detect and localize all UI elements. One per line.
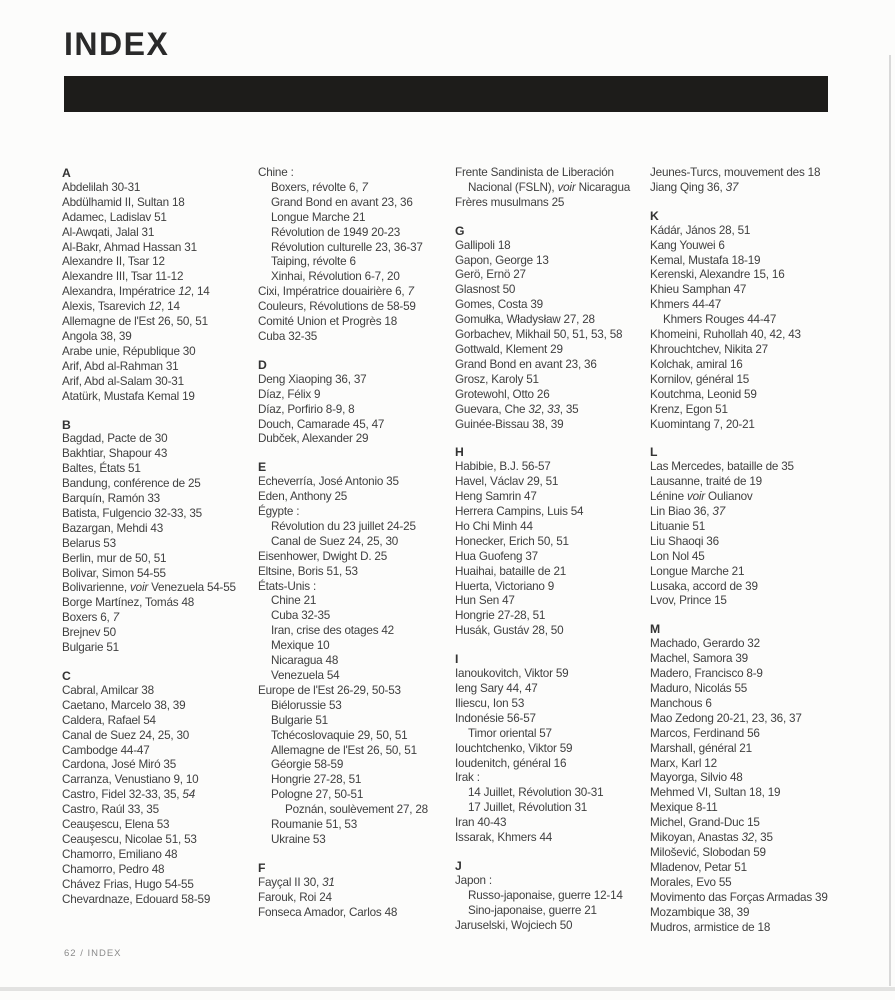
index-entry: Couleurs, Révolutions de 58-59	[258, 300, 416, 314]
index-entry: 17 Juillet, Révolution 31	[468, 801, 588, 815]
index-entry: Angola 38, 39	[62, 329, 132, 343]
index-entry: Caldera, Rafael 54	[62, 713, 156, 727]
index-entry: Gomułka, Władysław 27, 28	[455, 313, 595, 327]
index-entry: Grosz, Karoly 51	[455, 372, 539, 386]
index-group	[650, 166, 875, 196]
index-entry: Michel, Grand-Duc 15	[650, 816, 760, 830]
index-entry: Bulgarie 51	[62, 641, 119, 655]
index-entry: Díaz, Félix 9	[258, 387, 321, 401]
index-entry: Biélorussie 53	[271, 698, 342, 712]
index-entry: Issarak, Khmers 44	[455, 831, 553, 845]
index-entry: Égypte :	[258, 505, 300, 519]
index-entry: Grand Bond en avant 23, 36	[455, 357, 597, 371]
index-entry: Gorbachev, Mikhail 50, 51, 53, 58	[455, 328, 623, 342]
index-entry: Madero, Francisco 8-9	[650, 667, 763, 681]
index-group	[258, 358, 455, 447]
index-entry: Honecker, Erich 50, 51	[455, 534, 569, 548]
index-entry: Fayçal II 30, 31	[258, 875, 335, 889]
index-entry: Japon :	[455, 873, 492, 887]
index-entry: Canal de Suez 24, 25, 30	[271, 534, 399, 548]
index-entry: Díaz, Porfirio 8-9, 8	[258, 402, 355, 416]
index-entry: Las Mercedes, bataille de 35	[650, 460, 794, 474]
index-entry: Arif, Abd al-Rahman 31	[62, 359, 179, 373]
index-entry: Allemagne de l'Est 26, 50, 51	[62, 315, 208, 329]
index-entry: Machado, Gerardo 32	[650, 637, 760, 651]
index-entry: Mikoyan, Anastas 32, 35	[650, 831, 773, 845]
index-entry: Berlin, mur de 50, 51	[62, 551, 167, 565]
index-entry: Comité Union et Progrès 18	[258, 315, 398, 329]
index-entry: Iliescu, Ion 53	[455, 696, 525, 710]
index-entry: Ceauşescu, Elena 53	[62, 818, 170, 832]
index-entry: Tchécoslovaquie 29, 50, 51	[271, 728, 408, 742]
index-group	[62, 418, 258, 657]
index-entry: Kerenski, Alexandre 15, 16	[650, 268, 785, 282]
index-entry: Batista, Fulgencio 32-33, 35	[62, 506, 202, 520]
index-entry: Atatürk, Mustafa Kemal 19	[62, 389, 195, 403]
index-entry: Khrouchtchev, Nikita 27	[650, 342, 768, 356]
index-entry: Cuba 32-35	[271, 609, 331, 623]
index-group	[455, 859, 650, 934]
index-entry: Chamorro, Pedro 48	[62, 862, 165, 876]
group-letter: D	[258, 357, 267, 372]
group-letter: E	[258, 460, 267, 475]
index-entry: Jiang Qing 36, 37	[650, 180, 739, 194]
title-rule	[64, 76, 828, 112]
index-entry: Kang Youwei 6	[650, 238, 725, 252]
index-group	[258, 166, 455, 345]
index-entry: Hun Sen 47	[455, 594, 515, 608]
index-entry: Lénine voir Oulianov	[650, 490, 753, 504]
index-entry: Eisenhower, Dwight D. 25	[258, 549, 388, 563]
index-entry: Glasnost 50	[455, 283, 516, 297]
index-entry: Timor oriental 57	[468, 726, 552, 740]
index-entry: Cabral, Amilcar 38	[62, 683, 154, 697]
index-entry: Longue Marche 21	[650, 564, 745, 578]
index-entry: Milošević, Slobodan 59	[650, 845, 766, 859]
index-entry: 14 Juillet, Révolution 30-31	[468, 786, 604, 800]
index-entry: Lituanie 51	[650, 519, 705, 533]
index-entry: Husák, Gustáv 28, 50	[455, 624, 564, 638]
index-entry: Grotewohl, Otto 26	[455, 387, 550, 401]
index-entry: Boxers 6, 7	[62, 611, 119, 625]
index-entry: Europe de l'Est 26-29, 50-53	[258, 683, 401, 697]
group-letter: L	[650, 445, 658, 460]
index-entry: Bulgarie 51	[271, 713, 328, 727]
index-group	[62, 166, 258, 405]
index-entry: Hongrie 27-28, 51	[271, 773, 362, 787]
index-entry: Allemagne de l'Est 26, 50, 51	[271, 743, 417, 757]
index-entry: Brejnev 50	[62, 626, 116, 640]
index-entry: Eden, Anthony 25	[258, 490, 348, 504]
index-entry: Kádár, János 28, 51	[650, 223, 751, 237]
index-entry: Koutchma, Leonid 59	[650, 387, 757, 401]
group-letter: C	[62, 669, 71, 683]
index-entry: Lausanne, traité de 19	[650, 475, 762, 489]
index-entry: Castro, Fidel 32-33, 35, 54	[62, 788, 195, 802]
index-entry: Gottwald, Klement 29	[455, 342, 563, 356]
index-column	[62, 166, 258, 908]
index-group	[258, 861, 455, 921]
index-entry: Chine :	[258, 166, 294, 179]
index-entry: Jeunes-Turcs, mouvement des 18	[650, 166, 821, 179]
group-letter: H	[455, 445, 464, 460]
index-entry: Bolivar, Simon 54-55	[62, 566, 166, 580]
page-edge-right	[889, 55, 891, 986]
index-entry: Nicaragua 48	[271, 654, 339, 668]
index-entry: Gapon, George 13	[455, 253, 549, 267]
index-entry: Echeverría, José Antonio 35	[258, 475, 399, 489]
index-entry: Arabe unie, République 30	[62, 344, 196, 358]
index-group	[455, 224, 650, 433]
index-entry: Bagdad, Pacte de 30	[62, 432, 168, 446]
index-entry: Nacional (FSLN), voir Nicaragua	[468, 180, 631, 194]
index-entry: Gomes, Costa 39	[455, 298, 543, 312]
index-entry: Lin Biao 36, 37	[650, 505, 725, 519]
index-entry: Venezuela 54	[271, 669, 340, 682]
index-entry: Dubček, Alexander 29	[258, 432, 369, 446]
index-group	[62, 669, 258, 908]
index-entry: Krenz, Egon 51	[650, 402, 728, 416]
index-entry: Morales, Evo 55	[650, 875, 732, 889]
index-entry: Mudros, armistice de 18	[650, 920, 771, 934]
index-entry: Arif, Abd al-Salam 30-31	[62, 374, 184, 388]
index-entry: Fonseca Amador, Carlos 48	[258, 905, 398, 919]
index-entry: Khieu Samphan 47	[650, 283, 747, 297]
index-entry: Douch, Camarade 45, 47	[258, 417, 385, 431]
index-entry: Kornilov, général 15	[650, 372, 750, 386]
index-entry: Manchous 6	[650, 696, 712, 710]
index-entry: Mao Zedong 20-21, 23, 36, 37	[650, 711, 802, 725]
index-entry: Castro, Raúl 33, 35	[62, 803, 159, 817]
index-entry: Frente Sandinista de Liberación	[455, 166, 614, 179]
index-entry: Géorgie 58-59	[271, 758, 344, 772]
index-entry: Alexandra, Impératrice 12, 14	[62, 285, 210, 299]
index-group	[650, 622, 875, 935]
index-entry: Adamec, Ladislav 51	[62, 210, 167, 224]
index-entry: Roumanie 51, 53	[271, 818, 358, 832]
group-letter: B	[62, 417, 71, 432]
index-entry: Cardona, José Miró 35	[62, 758, 177, 772]
index-entry: Havel, Václav 29, 51	[455, 475, 559, 489]
index-entry: Mehmed VI, Sultan 18, 19	[650, 786, 781, 800]
index-entry: Révolution culturelle 23, 36-37	[271, 240, 423, 254]
index-entry: Abdelilah 30-31	[62, 180, 141, 194]
index-entry: Marcos, Ferdinand 56	[650, 726, 760, 740]
index-entry: Borge Martínez, Tomás 48	[62, 596, 195, 610]
index-entry: Canal de Suez 24, 25, 30	[62, 728, 190, 742]
index-entry: Baltes, États 51	[62, 462, 141, 476]
page-edge-bottom	[0, 987, 895, 991]
index-columns	[62, 166, 875, 935]
index-entry: Chávez Frias, Hugo 54-55	[62, 877, 194, 891]
index-column	[258, 166, 455, 921]
index-entry: États-Unis :	[258, 579, 317, 593]
index-entry: Mexique 8-11	[650, 801, 718, 815]
index-entry: Habibie, B.J. 56-57	[455, 460, 551, 474]
index-entry: Mozambique 38, 39	[650, 905, 750, 919]
index-entry: Russo-japonaise, guerre 12-14	[468, 888, 623, 902]
index-entry: Frères musulmans 25	[455, 195, 565, 209]
index-entry: Gallipoli 18	[455, 238, 511, 252]
index-entry: Caetano, Marcelo 38, 39	[62, 698, 186, 712]
index-entry: Khmers Rouges 44-47	[663, 313, 777, 327]
index-entry: Boxers, révolte 6, 7	[271, 180, 368, 194]
index-entry: Eltsine, Boris 51, 53	[258, 564, 358, 578]
group-letter: K	[650, 208, 659, 223]
index-entry: Movimento das Forças Armadas 39	[650, 890, 828, 904]
index-column	[650, 166, 875, 935]
index-entry: Machel, Samora 39	[650, 652, 748, 666]
index-entry: Jaruselski, Wojciech 50	[455, 918, 573, 932]
index-entry: Lon Nol 45	[650, 549, 705, 563]
index-entry: Iouchtchenko, Viktor 59	[455, 741, 573, 755]
index-entry: Barquín, Ramón 33	[62, 492, 160, 506]
index-entry: Ioudenitch, général 16	[455, 756, 567, 770]
index-entry: Iran 40-43	[455, 816, 507, 830]
index-entry: Hongrie 27-28, 51	[455, 609, 546, 623]
index-entry: Indonésie 56-57	[455, 711, 536, 725]
index-entry: Guevara, Che 32, 33, 35	[455, 402, 579, 416]
index-entry: Mladenov, Petar 51	[650, 860, 747, 874]
index-entry: Xinhai, Révolution 6-7, 20	[271, 270, 400, 284]
index-entry: Kolchak, amiral 16	[650, 357, 743, 371]
index-entry: Gerö, Ernö 27	[455, 268, 526, 282]
index-entry: Grand Bond en avant 23, 36	[271, 195, 413, 209]
index-entry: Chevardnaze, Edouard 58-59	[62, 892, 211, 906]
index-entry: Ieng Sary 44, 47	[455, 682, 538, 695]
index-entry: Maduro, Nicolás 55	[650, 682, 748, 695]
index-entry: Heng Samrin 47	[455, 490, 537, 504]
index-entry: Bazargan, Mehdi 43	[62, 521, 164, 535]
index-entry: Taiping, révolte 6	[271, 255, 356, 269]
index-entry: Al-Awqati, Jalal 31	[62, 225, 155, 239]
group-letter: G	[455, 223, 465, 238]
index-entry: Irak :	[455, 771, 480, 785]
index-entry: Belarus 53	[62, 536, 116, 550]
index-entry: Abdülhamid II, Sultan 18	[62, 195, 185, 209]
index-entry: Révolution du 23 juillet 24-25	[271, 519, 416, 533]
index-entry: Herrera Campins, Luis 54	[455, 505, 584, 519]
index-entry: Alexandre II, Tsar 12	[62, 255, 165, 269]
index-entry: Cambodge 44-47	[62, 743, 150, 757]
index-entry: Farouk, Roi 24	[258, 890, 332, 904]
index-entry: Mayorga, Silvio 48	[650, 771, 743, 785]
index-group	[455, 445, 650, 639]
index-entry: Ceauşescu, Nicolae 51, 53	[62, 832, 197, 846]
index-group	[650, 445, 875, 609]
index-entry: Lusaka, accord de 39	[650, 579, 758, 593]
index-entry: Carranza, Venustiano 9, 10	[62, 773, 199, 787]
index-entry: Lvov, Prince 15	[650, 594, 727, 608]
index-entry: Marshall, général 21	[650, 741, 752, 755]
index-entry: Guinée-Bissau 38, 39	[455, 417, 564, 431]
index-entry: Sino-japonaise, guerre 21	[468, 903, 597, 917]
index-entry: Deng Xiaoping 36, 37	[258, 372, 367, 386]
index-entry: Kuomintang 7, 20-21	[650, 417, 755, 431]
index-entry: Cuba 32-35	[258, 329, 318, 343]
index-entry: Révolution de 1949 20-23	[271, 225, 401, 239]
index-entry: Bolivarienne, voir Venezuela 54-55	[62, 581, 236, 595]
group-letter: F	[258, 860, 266, 875]
index-entry: Alexis, Tsarevich 12, 14	[62, 300, 180, 314]
index-entry: Pologne 27, 50-51	[271, 788, 364, 802]
index-entry: Ianoukovitch, Viktor 59	[455, 667, 569, 681]
index-entry: Liu Shaoqi 36	[650, 534, 719, 548]
index-entry: Cixi, Impératrice douairière 6, 7	[258, 285, 414, 299]
index-group	[455, 652, 650, 846]
index-entry: Marx, Karl 12	[650, 756, 717, 770]
index-entry: Mexique 10	[271, 639, 330, 653]
index-group	[650, 209, 875, 433]
index-entry: Alexandre III, Tsar 11-12	[62, 270, 184, 284]
group-letter: I	[455, 652, 459, 667]
group-letter: M	[650, 622, 661, 637]
index-entry: Bakhtiar, Shapour 43	[62, 447, 168, 461]
index-entry: Khomeini, Ruhollah 40, 42, 43	[650, 328, 801, 342]
index-column	[455, 166, 650, 934]
index-entry: Longue Marche 21	[271, 210, 366, 224]
index-entry: Kemal, Mustafa 18-19	[650, 253, 761, 267]
index-entry: Poznán, soulèvement 27, 28	[285, 803, 428, 817]
index-entry: Chine 21	[271, 594, 317, 608]
page-footer: 62 / INDEX	[64, 948, 122, 959]
index-entry: Huerta, Victoriano 9	[455, 579, 555, 593]
index-entry: Bandung, conférence de 25	[62, 477, 201, 491]
index-entry: Ukraine 53	[271, 832, 326, 846]
index-entry: Iran, crise des otages 42	[271, 624, 394, 638]
index-entry: Al-Bakr, Ahmad Hassan 31	[62, 240, 197, 254]
page-title: INDEX	[64, 26, 170, 62]
index-entry: Khmers 44-47	[650, 298, 722, 312]
index-group	[455, 166, 650, 211]
index-entry: Chamorro, Emiliano 48	[62, 847, 178, 861]
group-letter: A	[62, 166, 71, 180]
index-entry: Huaihai, bataille de 21	[455, 564, 567, 578]
index-group	[258, 460, 455, 848]
index-entry: Ho Chi Minh 44	[455, 519, 533, 533]
index-entry: Hua Guofeng 37	[455, 549, 538, 563]
group-letter: J	[455, 858, 462, 873]
